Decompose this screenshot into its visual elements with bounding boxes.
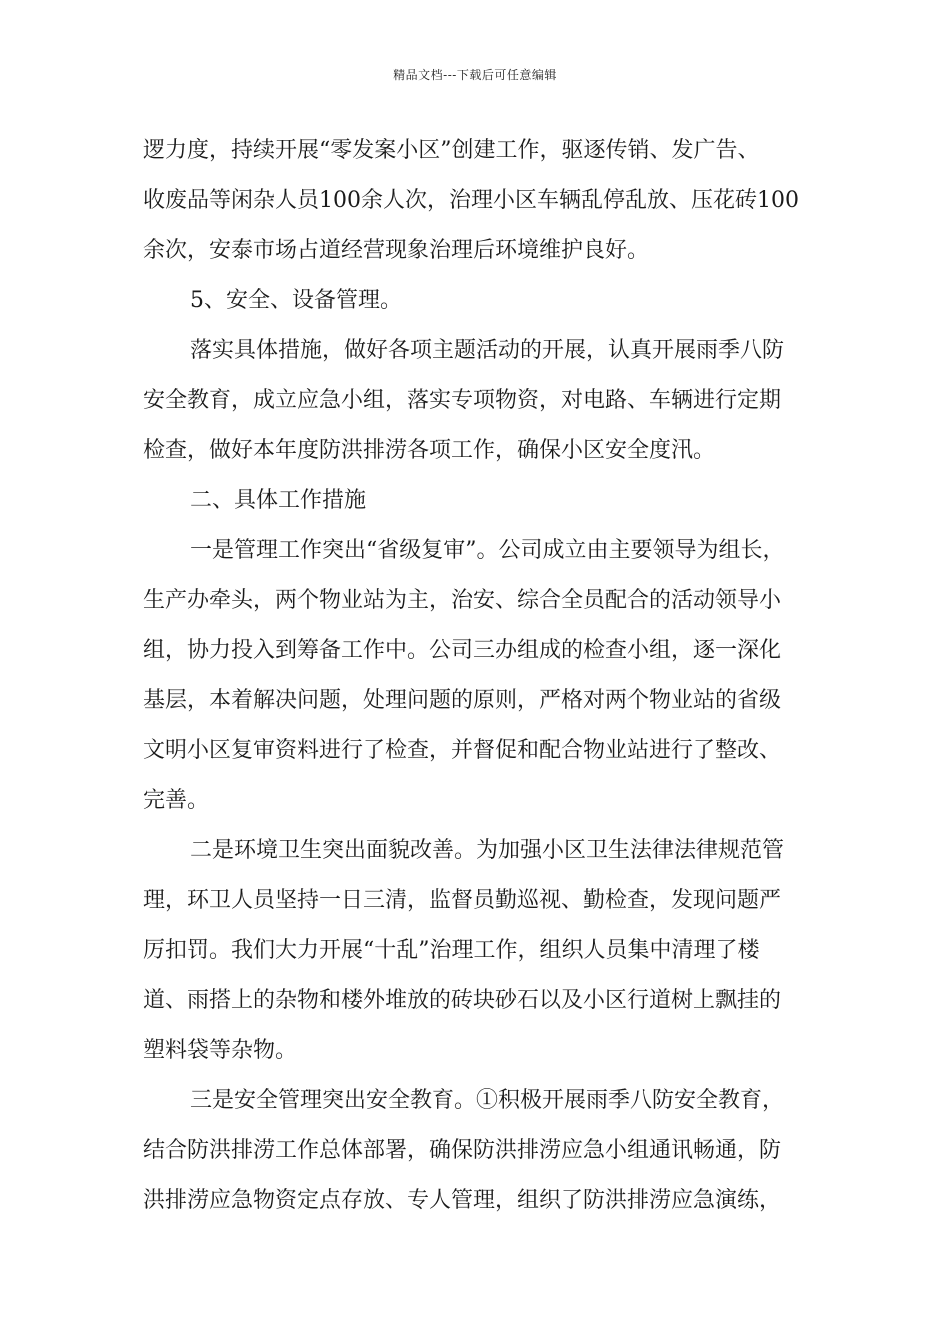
text-line: 余次，安泰市场占道经营现象治理后环境维护良好。	[143, 238, 650, 263]
text-line: 理，环卫人员坚持一日三清，监督员勤巡视、勤检查，发现问题严	[143, 888, 782, 913]
text-line: 洪排涝应急物资定点存放、专人管理，组织了防洪排涝应急演练，	[143, 1188, 782, 1213]
text-line: 逻力度，持续开展“零发案小区”创建工作，驱逐传销、发广告、	[143, 138, 760, 163]
text-line: 厉扣罚。我们大力开展“十乱”治理工作，组织人员集中清理了楼	[143, 938, 760, 963]
text-line: 5、安全、设备管理。	[190, 288, 402, 313]
text-line: 收废品等闲杂人员100余人次，治理小区车辆乱停乱放、压花砖100	[143, 188, 799, 213]
text-line: 完善。	[143, 788, 210, 813]
text-line: 二、具体工作措施	[190, 488, 367, 513]
text-line: 道、雨搭上的杂物和楼外堆放的砖块砂石以及小区行道树上飘挂的	[143, 988, 782, 1013]
page-header: 精品文档---下载后可任意编辑	[393, 68, 557, 82]
text-line: 塑料袋等杂物。	[143, 1038, 298, 1063]
text-line: 生产办牵头，两个物业站为主，治安、综合全员配合的活动领导小	[143, 588, 782, 613]
text-line: 文明小区复审资料进行了检查，并督促和配合物业站进行了整改、	[143, 738, 782, 763]
text-line: 组，协力投入到筹备工作中。公司三办组成的检查小组，逐一深化	[143, 638, 782, 663]
text-line: 一是管理工作突出“省级复审”。公司成立由主要领导为组长，	[190, 538, 785, 563]
document-body	[143, 126, 811, 1226]
text-line: 落实具体措施，做好各项主题活动的开展，认真开展雨季八防	[190, 338, 785, 363]
text-line: 检查，做好本年度防洪排涝各项工作，确保小区安全度汛。	[143, 438, 716, 463]
text-line: 安全教育，成立应急小组，落实专项物资，对电路、车辆进行定期	[143, 388, 782, 413]
text-line: 基层，本着解决问题，处理问题的原则，严格对两个物业站的省级	[143, 688, 782, 713]
text-line: 三是安全管理突出安全教育。①积极开展雨季八防安全教育，	[190, 1088, 785, 1113]
text-line: 二是环境卫生突出面貌改善。为加强小区卫生法律法律规范管	[190, 838, 785, 863]
text-line: 结合防洪排涝工作总体部署，确保防洪排涝应急小组通讯畅通，防	[143, 1138, 782, 1163]
